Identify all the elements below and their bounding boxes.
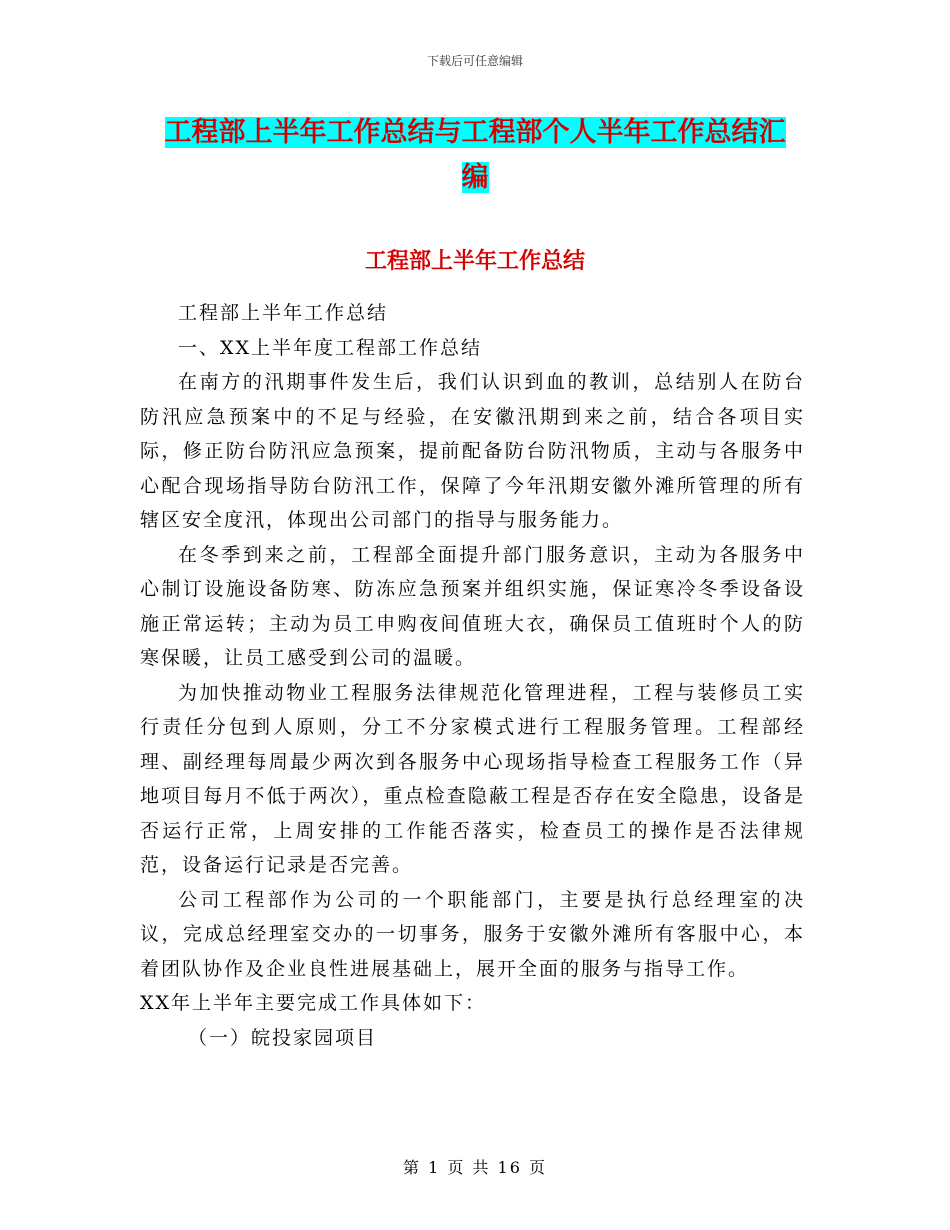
header-note: 下载后可任意编辑 [426, 54, 523, 68]
paragraph-management: 为加快推动物业工程服务法律规范化管理进程，工程与装修员工实行责任分包到人原则，分工不分家模式进行工程服务管理。工程部经理、副经理每周最少两次到各服务中心现场指导检查工程服务工作（异地项目每月不低于两次），重点检查隐蔽工程是否存在安全隐患，设备是否运行正常，上周安排的工作能否落实，检查员工的操作是否法律规范，设备运行记录是否完善。 [140, 681, 805, 876]
section-title: 工程部上半年工作总结 [364, 249, 585, 274]
paragraph-work-intro: XX年上半年主要完成工作具体如下： [140, 992, 487, 1014]
document-body [140, 296, 805, 1055]
paragraph-heading-1: 一、XX上半年度工程部工作总结 [178, 336, 483, 359]
document-title-line-2: 编 [461, 162, 489, 193]
paragraph-flood-prevention: 在南方的汛期事件发生后，我们认识到血的教训，总结别人在防台防汛应急预案中的不足与经验，在安徽汛期到来之前，结合各项目实际，修正防台防汛应急预案，提前配备防台防汛物质，主动与各服务中心配合现场指导防台防汛工作，保障了今年汛期安徽外滩所管理的所有辖区安全度汛，体现出公司部门的指导与服务能力。 [140, 371, 805, 531]
document-title [140, 110, 810, 200]
paragraph-subtitle: 工程部上半年工作总结 [178, 302, 389, 324]
paragraph-department-role: 公司工程部作为公司的一个职能部门，主要是执行总经理室的决议，完成总经理室交办的一切事务，服务于安徽外滩所有客服中心，本着团队协作及企业良性进展基础上，展开全面的服务与指导工作。 [140, 888, 805, 980]
paragraph-winter-prep: 在冬季到来之前，工程部全面提升部门服务意识，主动为各服务中心制订设施设备防寒、防冻应急预案并组织实施，保证寒冷冬季设备设施正常运转；主动为员工申购夜间值班大衣，确保员工值班时个人的防寒保暖，让员工感受到公司的温暖。 [140, 543, 805, 669]
document-title-line-1: 工程部上半年工作总结与工程部个人半年工作总结汇 [164, 117, 786, 148]
paragraph-subheading: （一）皖投家园项目 [188, 1026, 378, 1049]
page-footer: 第 1 页 共 16 页 [403, 1158, 547, 1177]
